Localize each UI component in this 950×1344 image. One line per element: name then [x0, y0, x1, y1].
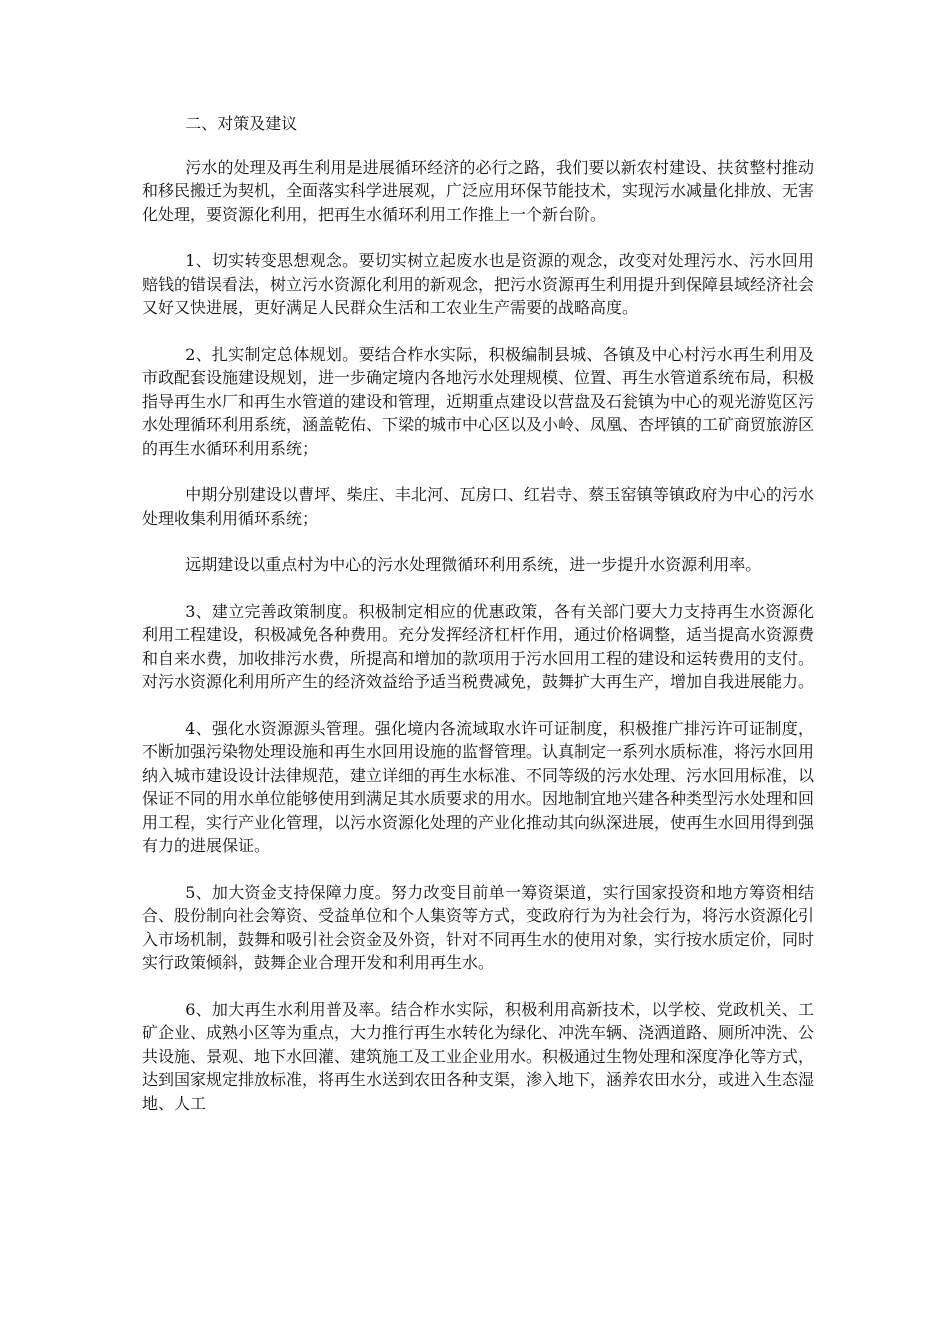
- paragraph-item-3: 3、建立完善政策制度。积极制定相应的优惠政策，各有关部门要大力支持再生水资源化利用工程建设，积极减免各种费用。充分发挥经济杠杆作用，通过价格调整，适当提高水资源费和自来水费，加收排污水费，所提高和增加的款项用于污水回用工程的建设和运转费用的支付。对污水资源化利用所产生的经济效益给予适当税费减免，鼓舞扩大再生产，增加自我进展能力。: [142, 601, 815, 691]
- paragraph-long-term: 远期建设以重点村为中心的污水处理微循环利用系统，进一步提升水资源利用率。: [185, 555, 762, 574]
- paragraph-intro: 污水的处理及再生利用是进展循环经济的必行之路，我们要以新农村建设、扶贫整村推动和移民搬迁为契机，全面落实科学进展观，广泛应用环保节能技术，实现污水减量化排放、无害化处理，要资源化利用，把再生水循环利用工作推上一个新台阶。: [142, 157, 815, 224]
- paragraph-item-5: 5、加大资金支持保障力度。努力改变目前单一筹资渠道，实行国家投资和地方筹资相结合、股份制向社会筹资、受益单位和个人集资等方式，变政府行为为社会行为，将污水资源化引入市场机制，鼓舞和吸引社会资金及外资，针对不同再生水的使用对象，实行按水质定价，同时实行政策倾斜，鼓舞企业合理开发和利用再生水。: [142, 882, 815, 972]
- section-heading: 二、对策及建议: [185, 114, 298, 133]
- paragraph-item-6: 6、加大再生水利用普及率。结合柞水实际，积极利用高新技术，以学校、党政机关、工矿企业、成熟小区等为重点，大力推行再生水转化为绿化、冲洗车辆、浇洒道路、厕所冲洗、公共设施、景观、地下水回灌、建筑施工及工业企业用水。积极通过生物处理和深度净化等方式，达到国家规定排放标准，将再生水送到农田各种支渠，渗入地下，涵养农田水分，或进入生态湿地、人工: [142, 999, 815, 1113]
- paragraph-item-4: 4、强化水资源源头管理。强化境内各流域取水许可证制度，积极推广排污许可证制度，不断加强污染物处理设施和再生水回用设施的监督管理。认真制定一系列水质标准，将污水回用纳入城市建设设计法律规范，建立详细的再生水标准、不同等级的污水处理、污水回用标准，以保证不同的用水单位能够使用到满足其水质要求的用水。因地制宜地兴建各种类型污水处理和回用工程，实行产业化管理，以污水资源化处理的产业化推动其向纵深进展，使再生水回用得到强有力的进展保证。: [142, 718, 815, 855]
- paragraph-item-2: 2、扎实制定总体规划。要结合柞水实际，积极编制县城、各镇及中心村污水再生利用及市政配套设施建设规划，进一步确定境内各地污水处理规模、位置、再生水管道系统布局，积极指导再生水厂和再生水管道的建设和管理，近期重点建设以营盘及石瓮镇为中心的观光游览区污水处理循环利用系统，涵盖乾佑、下梁的城市中心区以及小岭、凤凰、杏坪镇的工矿商贸旅游区的再生水循环利用系统；: [142, 344, 815, 458]
- document-body: [142, 112, 814, 1138]
- paragraph-mid-term: 中期分别建设以曹坪、柴庄、丰北河、瓦房口、红岩寺、蔡玉窑镇等镇政府为中心的污水处理收集利用循环系统；: [142, 485, 814, 528]
- paragraph-item-1: 1、切实转变思想观念。要切实树立起废水也是资源的观念，改变对处理污水、污水回用赔钱的错误看法，树立污水资源化利用的新观念，把污水资源再生利用提升到保障县域经济社会又好又快进展，更好满足人民群众生活和工农业生产需要的战略高度。: [142, 251, 815, 317]
